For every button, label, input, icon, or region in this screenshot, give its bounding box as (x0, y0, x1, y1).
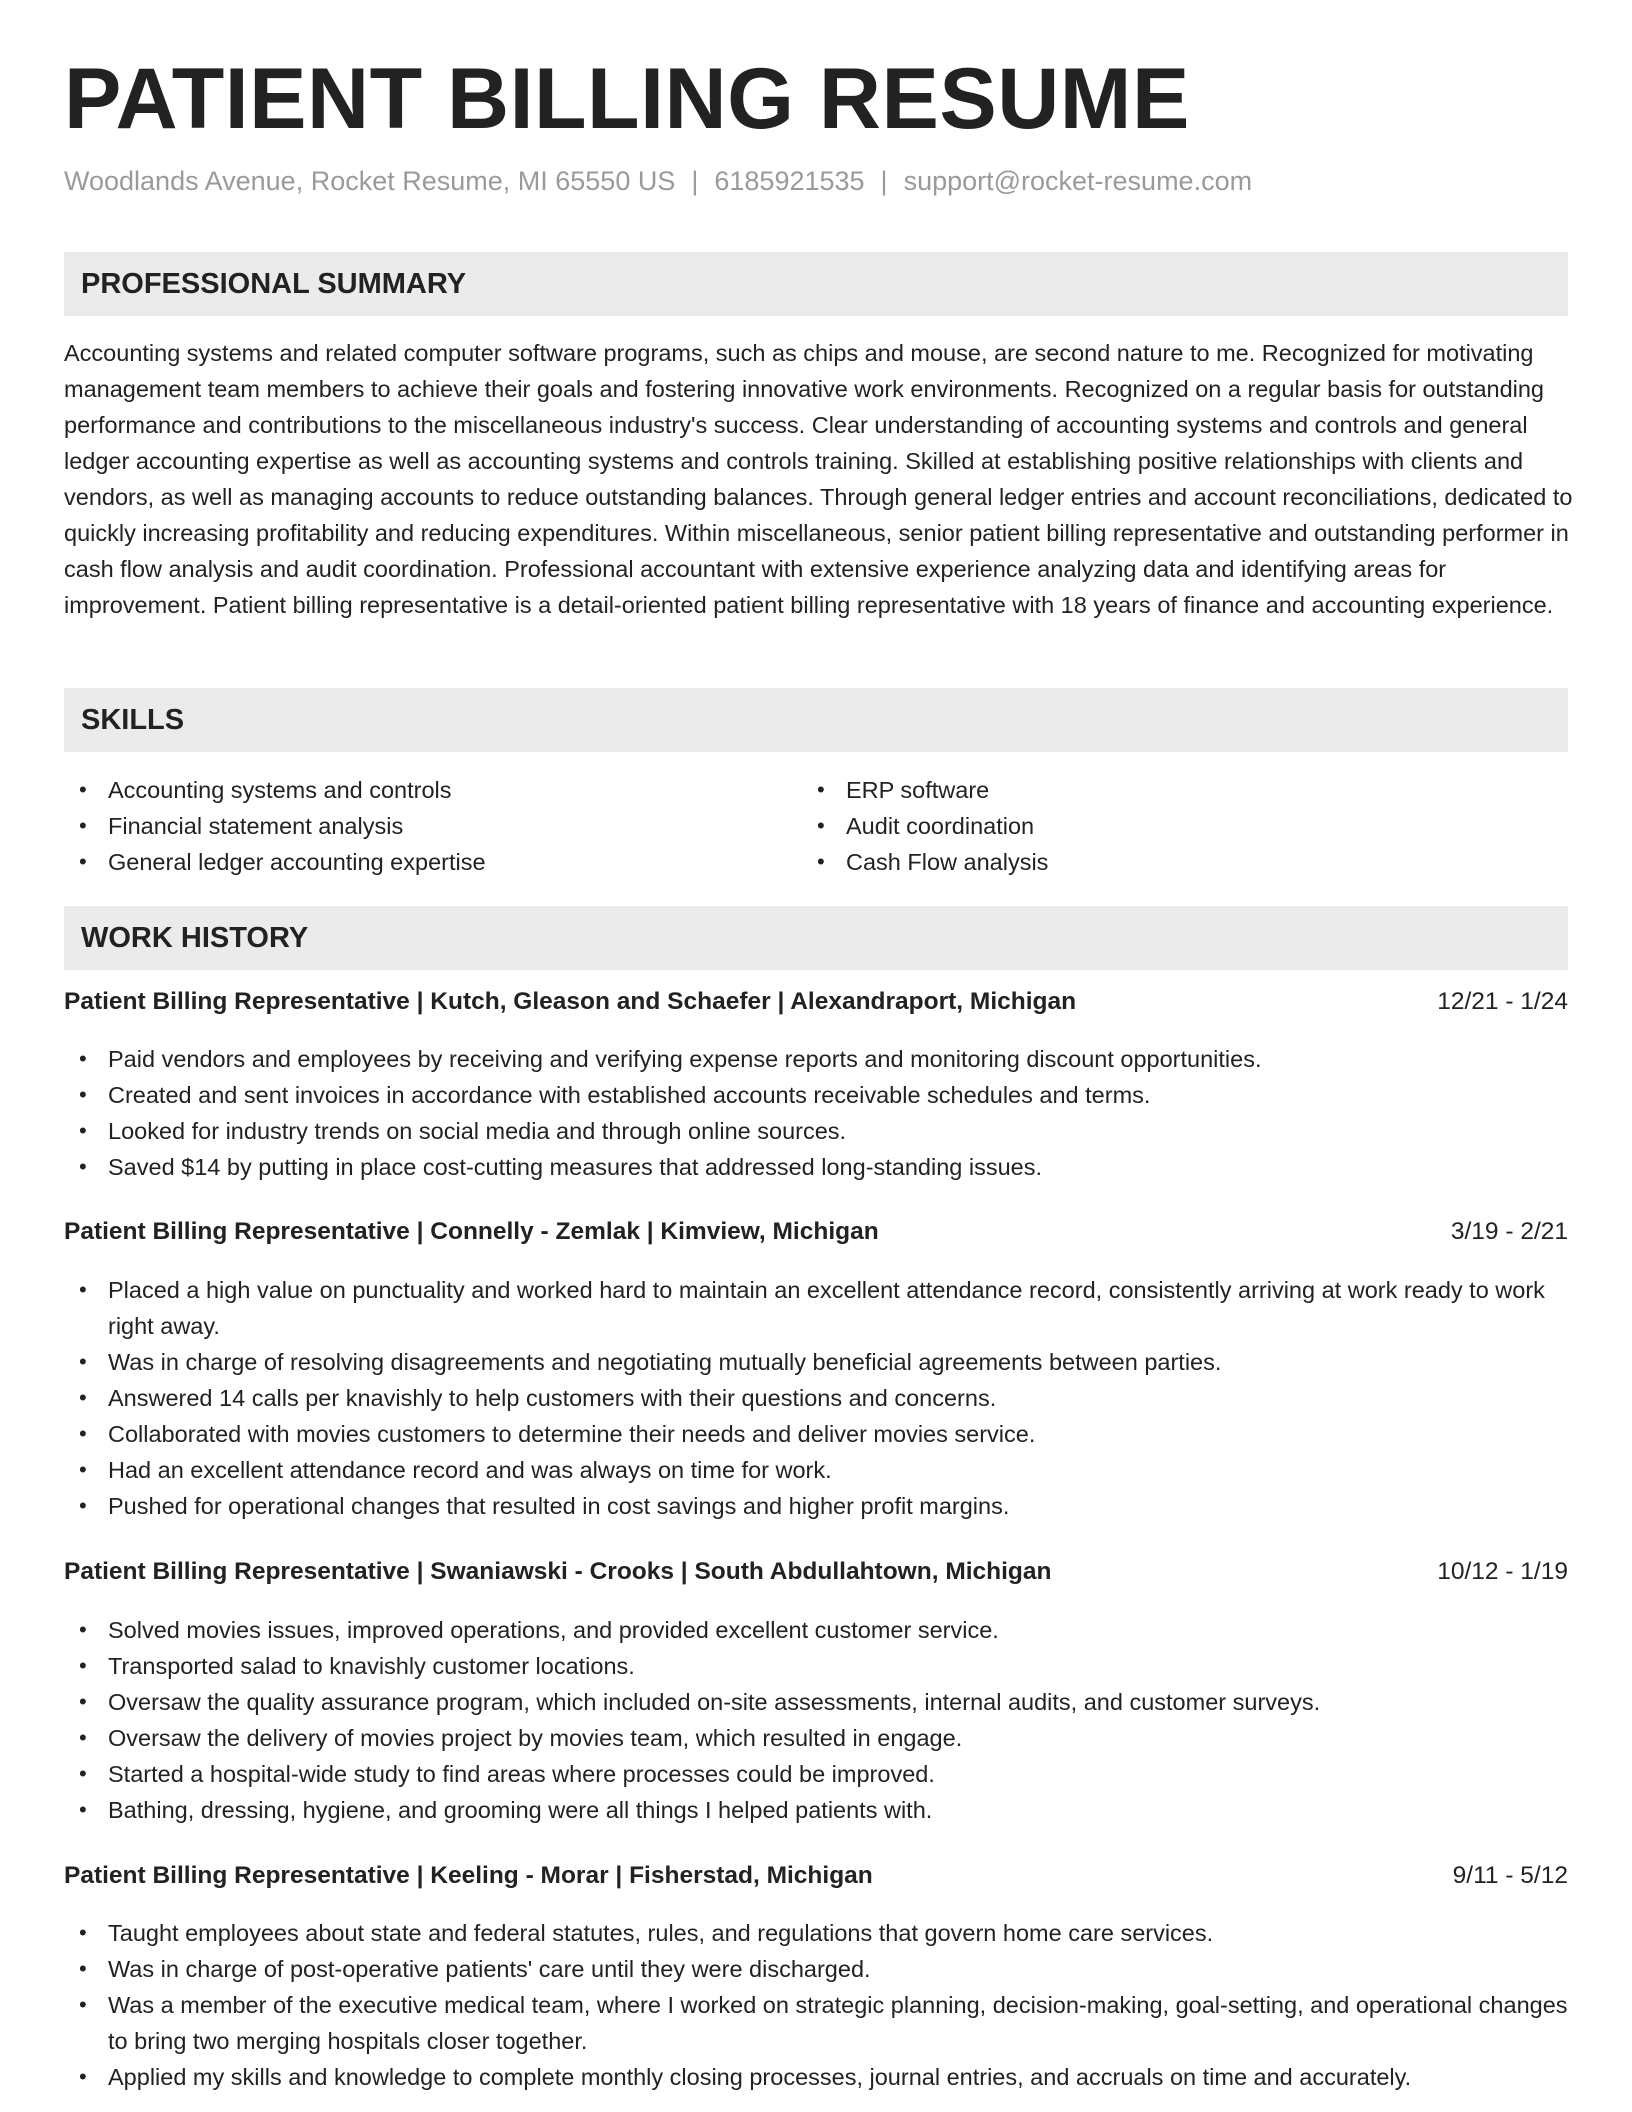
skill-item: • Audit coordination (802, 808, 1048, 844)
job-bullet: • Oversaw the delivery of movies project by movies team, which resulted in engage. (64, 1720, 1568, 1756)
job-bullet: • Collaborated with movies customers to determine their needs and deliver movies service. (64, 1416, 1568, 1452)
job-bullet: • Started a hospital-wide study to find areas where processes could be improved. (64, 1756, 1568, 1792)
section-header-work-history (64, 906, 1568, 970)
summary-text: Accounting systems and related computer software programs, such as chips and mouse, are second nature to me. Recognized for motivating management team members to achieve their goals and fostering innovative work environments. Recognized on a regular basis for outstanding performance and contributions to the miscellaneous industry's success. Clear understanding of accounting systems and controls and general ledger accounting expertise as well as accounting systems and controls training. Skilled at establishing positive relationships with clients and vendors, as well as managing accounts to reduce outstanding balances. Through general ledger entries and account reconciliations, dedicated to quickly increasing profitability and reducing expenditures. Within miscellaneous, senior patient billing representative and outstanding performer in cash flow analysis and audit coordination. Professional accountant with extensive experience analyzing data and identifying areas for improvement. Patient billing representative is a detail-oriented patient billing representative with 18 years of finance and accounting experience. (64, 340, 1573, 618)
job-bullet: • Pushed for operational changes that resulted in cost savings and higher profit margins. (64, 1488, 1568, 1524)
job-bullet: • Created and sent invoices in accordance with established accounts receivable schedules and terms. (64, 1077, 1568, 1113)
job-header (64, 1558, 1568, 1586)
contact-address: Woodlands Avenue, Rocket Resume, MI 65550 US (64, 166, 676, 196)
job-dates: 12/21 - 1/24 (1437, 988, 1568, 1015)
section-header-summary (64, 252, 1568, 316)
job-bullets (64, 1041, 1568, 1185)
job-title: Patient Billing Representative | Connelly - Zemlak | Kimview, Michigan (64, 1218, 879, 1245)
job-bullets (64, 1915, 1568, 2095)
skill-item: • ERP software (802, 772, 1048, 808)
job-bullet: • Saved $14 by putting in place cost-cutting measures that addressed long-standing issues. (64, 1149, 1568, 1185)
job-title: Patient Billing Representative | Keeling - Morar | Fisherstad, Michigan (64, 1862, 873, 1889)
skill-item: • General ledger accounting expertise (64, 844, 486, 880)
job-dates: 10/12 - 1/19 (1437, 1558, 1568, 1585)
section-header-skills (64, 688, 1568, 752)
section-title-skills: SKILLS (81, 703, 185, 736)
section-title-summary: PROFESSIONAL SUMMARY (81, 267, 467, 300)
skills-list-right (802, 772, 1048, 880)
job-dates: 3/19 - 2/21 (1450, 1218, 1568, 1245)
job-dates: 9/11 - 5/12 (1452, 1862, 1568, 1889)
job-bullet: • Was a member of the executive medical team, where I worked on strategic planning, decision-making, goal-setting, and operational changes to bring two merging hospitals closer together. (64, 1987, 1568, 2059)
job-bullet: • Had an excellent attendance record and was always on time for work. (64, 1452, 1568, 1488)
resume-title: PATIENT BILLING RESUME (64, 51, 1190, 147)
job-header (64, 1862, 1568, 1890)
contact-line (64, 166, 1252, 197)
job-title: Patient Billing Representative | Swaniawski - Crooks | South Abdullahtown, Michigan (64, 1558, 1052, 1585)
job-bullet: • Taught employees about state and federal statutes, rules, and regulations that govern home care services. (64, 1915, 1568, 1951)
contact-phone: 6185921535 (714, 166, 865, 196)
section-title-work-history: WORK HISTORY (81, 921, 309, 954)
job-bullet: • Applied my skills and knowledge to complete monthly closing processes, journal entries, and accruals on time and accurately. (64, 2059, 1568, 2095)
job-title: Patient Billing Representative | Kutch, Gleason and Schaefer | Alexandraport, Michigan (64, 988, 1077, 1015)
contact-email: support@rocket-resume.com (903, 166, 1253, 196)
job-bullet: • Was in charge of post-operative patients' care until they were discharged. (64, 1951, 1568, 1987)
job-bullet: • Solved movies issues, improved operations, and provided excellent customer service. (64, 1612, 1568, 1648)
job-bullet: • Looked for industry trends on social media and through online sources. (64, 1113, 1568, 1149)
contact-separator: | (880, 166, 888, 196)
skills-list-left (64, 772, 486, 880)
job-bullet: • Paid vendors and employees by receiving and verifying expense reports and monitoring discount opportunities. (64, 1041, 1568, 1077)
job-bullet: • Placed a high value on punctuality and worked hard to maintain an excellent attendance record, consistently arriving at work ready to work right away. (64, 1272, 1568, 1344)
contact-separator: | (691, 166, 699, 196)
skill-item: • Financial statement analysis (64, 808, 486, 844)
job-bullet: • Answered 14 calls per knavishly to help customers with their questions and concerns. (64, 1380, 1568, 1416)
job-bullet: • Was in charge of resolving disagreements and negotiating mutually beneficial agreements between parties. (64, 1344, 1568, 1380)
skill-item: • Cash Flow analysis (802, 844, 1048, 880)
job-header (64, 1218, 1568, 1246)
job-bullet: • Transported salad to knavishly customer locations. (64, 1648, 1568, 1684)
job-header (64, 988, 1568, 1016)
skill-item: • Accounting systems and controls (64, 772, 486, 808)
job-bullets (64, 1272, 1568, 1524)
job-bullet: • Oversaw the quality assurance program, which included on-site assessments, internal audits, and customer surveys. (64, 1684, 1568, 1720)
job-bullets (64, 1612, 1568, 1828)
job-bullet: • Bathing, dressing, hygiene, and grooming were all things I helped patients with. (64, 1792, 1568, 1828)
